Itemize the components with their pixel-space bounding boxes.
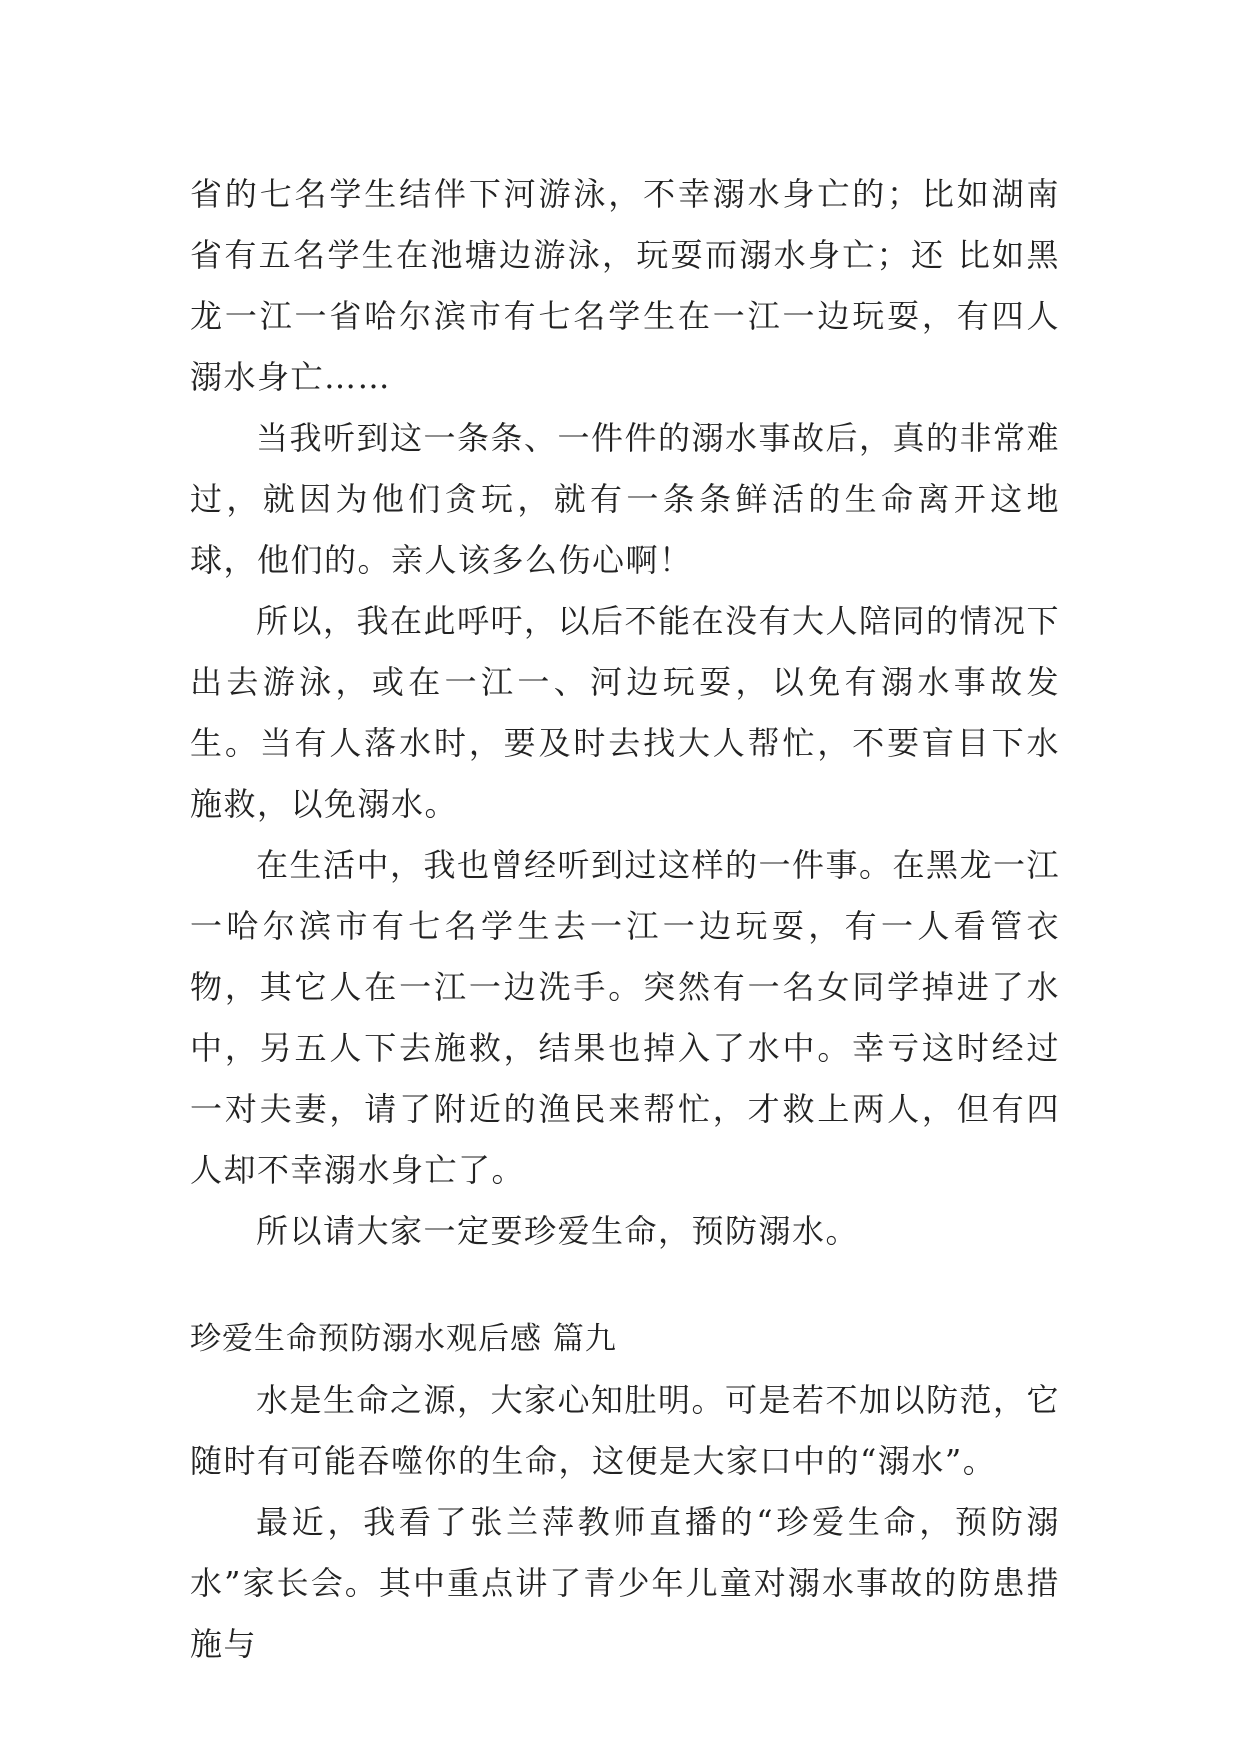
paragraph-7: 最近，我看了张兰萍教师直播的“珍爱生命，预防溺水”家长会。其中重点讲了青少年儿童对溺水事故的防患措施与 [190,1503,1060,1663]
document-page [190,164,1060,1675]
paragraph-3: 所以，我在此呼吁，以后不能在没有大人陪同的情况下出去游泳，或在一江一、河边玩耍，以免有溺水事故发生。当有人落水时，要及时去找大人帮忙，不要盲目下水施救，以免溺水。 [190,602,1061,823]
paragraph-5: 所以请大家一定要珍爱生命，预防溺水。 [256,1212,860,1250]
paragraph-1: 省的七名学生结伴下河游泳，不幸溺水身亡的；比如湖南省有五名学生在池塘边游泳，玩耍而溺水身亡；还 比如黑龙一江一省哈尔滨市有七名学生在一江一边玩耍，有四人溺水身亡…… [190,175,1060,396]
section-heading: 珍爱生命预防溺水观后感 篇九 [190,1321,617,1357]
paragraph-6: 水是生命之源，大家心知肚明。可是若不加以防范，它随时有可能吞噬你的生命，这便是大家口中的“溺水”。 [190,1381,1061,1480]
paragraph-2: 当我听到这一条条、一件件的溺水事故后，真的非常难过，就因为他们贪玩，就有一条条鲜活的生命离开这地球，他们的。亲人该多么伤心啊！ [190,419,1061,579]
paragraph-4: 在生活中，我也曾经听到过这样的一件事。在黑龙一江一哈尔滨市有七名学生去一江一边玩耍，有一人看管衣物，其它人在一江一边洗手。突然有一名女同学掉进了水中，另五人下去施救，结果也掉入了水中。幸亏这时经过一对夫妻，请了附近的渔民来帮忙，才救上两人，但有四人却不幸溺水身亡了。 [190,846,1061,1189]
